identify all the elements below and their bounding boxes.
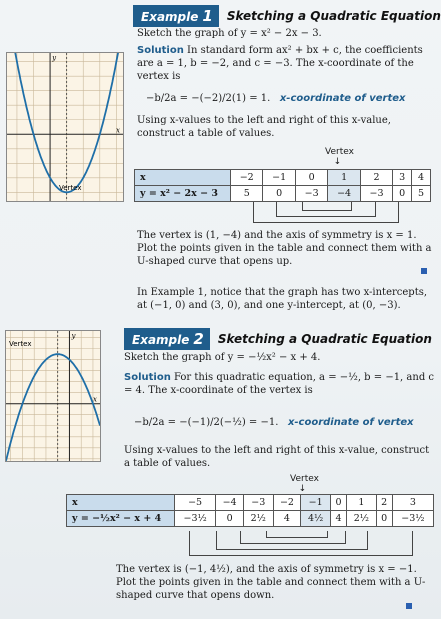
example2-x-cell: −5 (175, 495, 216, 511)
example2-y-row (67, 511, 434, 527)
example1-conclusion: The vertex is (1, −4) and the axis of symmetry is x = 1. Plot the points given in the table and connect them with a U-shaped curve that opens up. (137, 230, 432, 267)
example2-using: Using x-values to the left and right of this x-value, construct a table of values. (124, 445, 430, 469)
example2-y-cell: 0 (376, 511, 392, 527)
example1-x-cell: 2 (360, 170, 392, 186)
example1-x-cell: 4 (412, 170, 431, 186)
x-axis-label: x (93, 395, 97, 404)
example2-x-cell: 1 (347, 495, 377, 511)
example1-y-cell: 0 (263, 186, 295, 202)
example2-pair-bracket-4 (266, 531, 328, 538)
y-axis-label: y (52, 54, 57, 62)
example2-x-row (67, 495, 434, 511)
example1-formula-line (146, 92, 436, 105)
example1-solution-label: Solution (137, 45, 184, 56)
example1-vertex-label: Vertex ↓ (325, 147, 354, 167)
example2-x-cell: 3 (392, 495, 433, 511)
example1-title: Sketching a Quadratic Equation (226, 9, 441, 23)
example2-x-cell: −2 (273, 495, 301, 511)
example2-graph (5, 330, 101, 462)
example1-tab: Example 1 (133, 5, 219, 27)
example2-vertex-label: Vertex ↓ (290, 474, 319, 494)
example1-pair-bracket-inner (302, 202, 352, 211)
example2-graph-svg (6, 331, 100, 461)
example2-y-cell: 4½ (301, 511, 331, 527)
example1-y-cell: −4 (328, 186, 360, 202)
example1-x-cell: −2 (231, 170, 263, 186)
example1-value-table (134, 169, 431, 202)
example1-intro: Sketch the graph of y = x² − 2x − 3. (137, 28, 322, 39)
example2-x-cell: 2 (376, 495, 392, 511)
example2-solution-text: For this quadratic equation, a = −½, b = −1, and c = 4. The x-coordinate of the vertex is (124, 372, 435, 396)
example1-graph-vertex-label: Vertex (59, 184, 82, 192)
example1-y-cell: −3 (360, 186, 392, 202)
example1-graph-svg (7, 53, 123, 201)
example2-x-header: x (67, 495, 175, 511)
example1-graph (6, 52, 124, 202)
example1-x-cell: 1 (328, 170, 360, 186)
example2-tab: Example 2 (124, 328, 210, 350)
example1-formula: −b/2a = −(−2)/2(1) = 1. (146, 93, 271, 104)
example1-note: In Example 1, notice that the graph has two x-intercepts, at (−1, 0) and (3, 0), and one y-intercept, at (0, −3). (137, 287, 428, 311)
example1-x-row (135, 170, 431, 186)
example1-y-cell: −3 (295, 186, 327, 202)
example1-using: Using x-values to the left and right of this x-value, construct a table of values. (137, 115, 391, 139)
example1-y-cell: 0 (393, 186, 412, 202)
example2-y-cell: 0 (216, 511, 244, 527)
example2-formula-line (134, 416, 434, 429)
example2-y-cell: 2½ (347, 511, 377, 527)
example2-formula: −b/2a = −(−1)/2(−½) = −1. (134, 417, 279, 428)
example1-end-mark (421, 268, 427, 274)
example1-x-cell: 0 (295, 170, 327, 186)
example1-x-header: x (135, 170, 231, 186)
example1-y-row (135, 186, 431, 202)
example2-y-cell: 2½ (243, 511, 273, 527)
example2-y-cell: −3½ (175, 511, 216, 527)
parabola-curve (7, 53, 123, 192)
example2-intro: Sketch the graph of y = −½x² − x + 4. (124, 352, 321, 363)
example1-x-cell: 3 (393, 170, 412, 186)
example2-x-cell: −1 (301, 495, 331, 511)
y-axis-label: y (71, 332, 76, 340)
example2-y-cell: 4 (273, 511, 301, 527)
example2-header (124, 328, 432, 350)
example2-end-mark (406, 603, 412, 609)
example2-title: Sketching a Quadratic Equation (217, 332, 432, 346)
x-axis-label: x (116, 126, 120, 135)
example2-value-table (66, 494, 434, 527)
example2-x-cell: −4 (216, 495, 244, 511)
example2-y-header: y = −½x² − x + 4 (67, 511, 175, 527)
example2-x-cell: −3 (243, 495, 273, 511)
example1-header (133, 5, 441, 27)
example2-y-cell: −3½ (392, 511, 433, 527)
example1-x-cell: −1 (263, 170, 295, 186)
example1-y-cell: 5 (231, 186, 263, 202)
example2-x-cell: 0 (330, 495, 346, 511)
example1-solution (137, 44, 432, 83)
example2-formula-note: x-coordinate of vertex (287, 417, 414, 428)
example1-solution-text: In standard form ax² + bx + c, the coefficients are a = 1, b = −2, and c = −3. The x-coordinate of the vertex is (137, 45, 423, 82)
example2-solution-label: Solution (124, 372, 171, 383)
example1-y-cell: 5 (412, 186, 431, 202)
example1-formula-note: x-coordinate of vertex (279, 93, 406, 104)
example2-solution (124, 371, 434, 397)
parabola-curve (6, 354, 100, 461)
example1-y-header: y = x² − 2x − 3 (135, 186, 231, 202)
example2-graph-vertex-label: Vertex (9, 340, 32, 348)
example2-conclusion: The vertex is (−1, 4½), and the axis of symmetry is x = −1. Plot the points given in the table and connect them with a U-shaped curve that opens down. (116, 564, 426, 601)
example2-y-cell: 4 (330, 511, 346, 527)
